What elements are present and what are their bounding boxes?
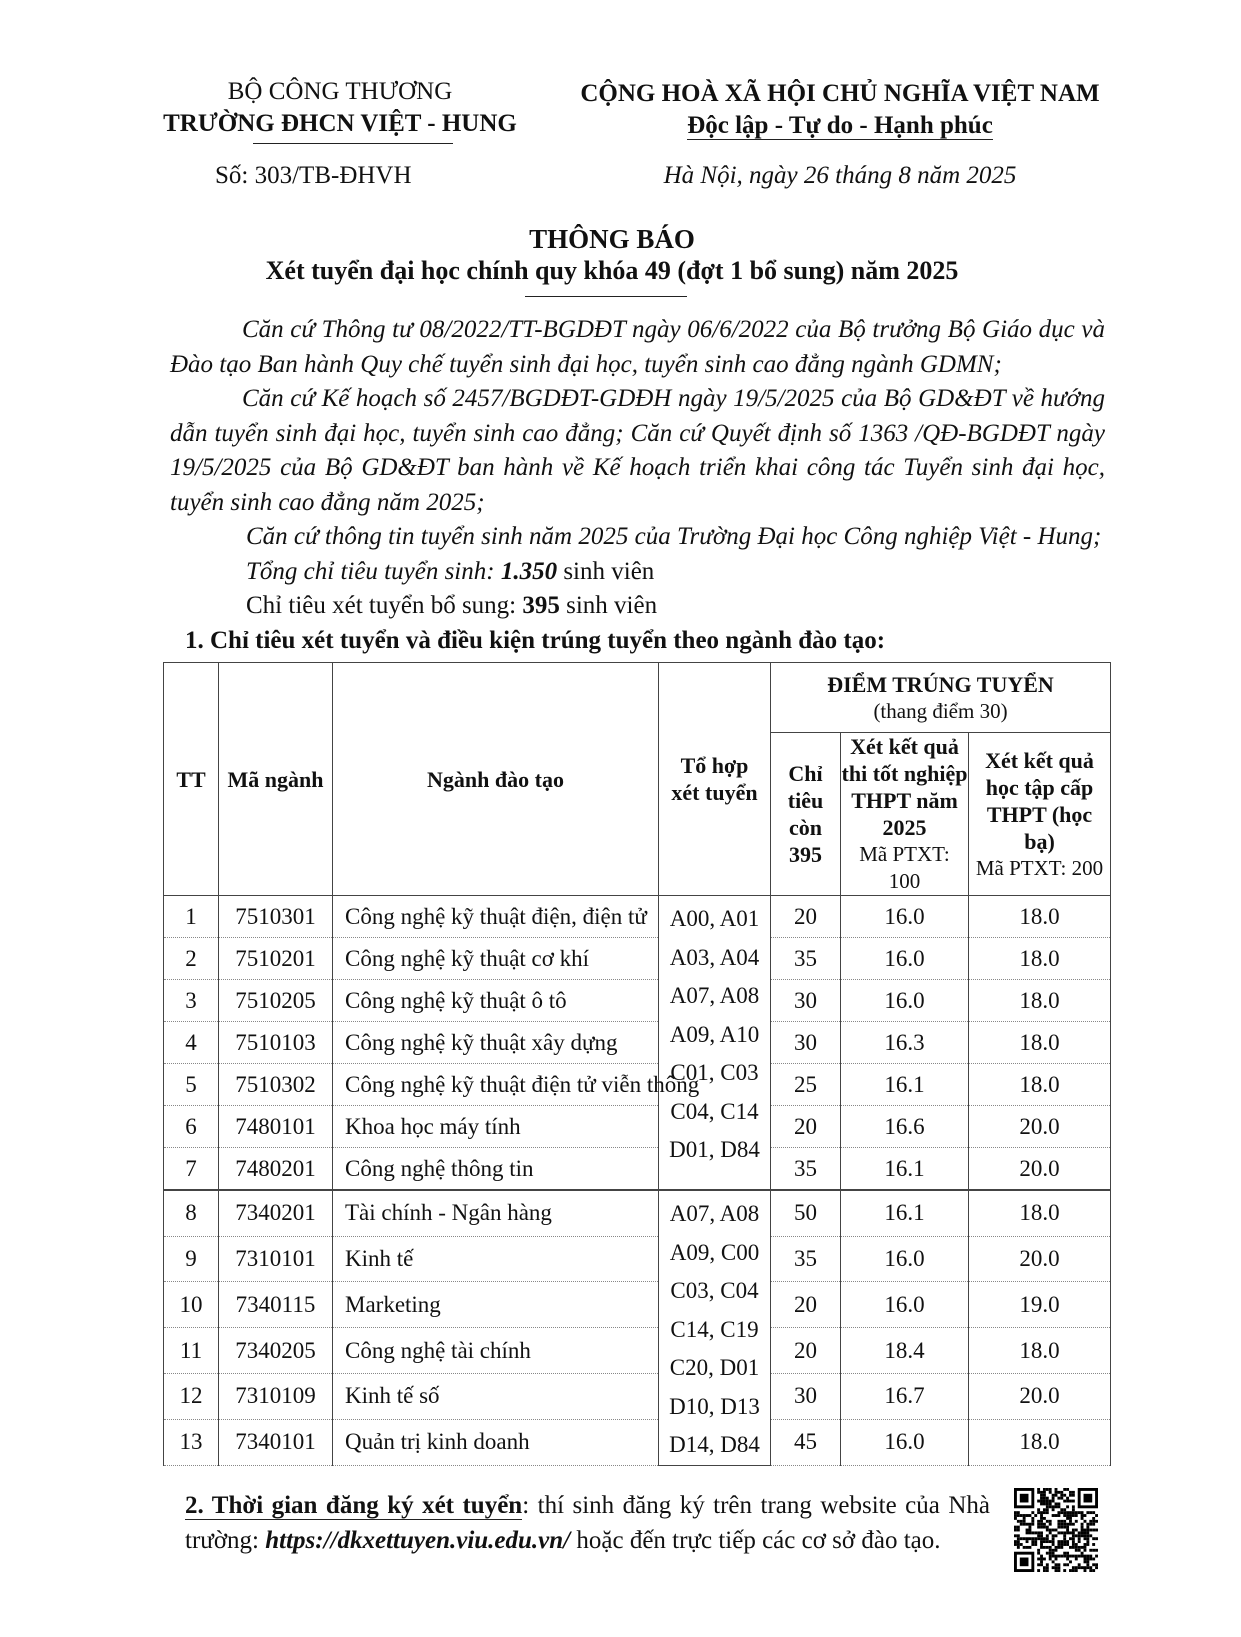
cell-major: Khoa học máy tính bbox=[333, 1106, 659, 1148]
cell-tt: 11 bbox=[164, 1328, 219, 1374]
cell-quota: 20 bbox=[771, 1328, 841, 1374]
legal-basis-3: Căn cứ thông tin tuyển sinh năm 2025 của Trường Đại học Công nghiệp Việt - Hung; bbox=[246, 523, 1102, 550]
combo-line: A07, A08 bbox=[669, 1201, 760, 1226]
cell-exam-score: 16.1 bbox=[841, 1064, 969, 1106]
cell-quota: 20 bbox=[771, 1106, 841, 1148]
table-row bbox=[164, 1064, 1111, 1106]
cell-exam-score: 16.0 bbox=[841, 1419, 969, 1465]
cell-major: Công nghệ thông tin bbox=[333, 1148, 659, 1191]
combo-line: C01, C03 bbox=[670, 1060, 759, 1085]
divider bbox=[525, 296, 687, 297]
table-row bbox=[164, 1106, 1111, 1148]
cell-tt: 7 bbox=[164, 1148, 219, 1191]
cell-transcript-score: 18.0 bbox=[969, 1022, 1111, 1064]
combo-line: A00, A01 bbox=[669, 906, 760, 931]
cell-transcript-score: 20.0 bbox=[969, 1236, 1111, 1282]
doc-title: THÔNG BÁO bbox=[529, 224, 695, 254]
table-row bbox=[164, 1282, 1111, 1328]
combo-line: D01, D84 bbox=[669, 1137, 760, 1162]
cell-tt: 1 bbox=[164, 896, 219, 938]
cell-major: Quản trị kinh doanh bbox=[333, 1419, 659, 1465]
cell-quota: 50 bbox=[771, 1190, 841, 1236]
cell-code: 7340201 bbox=[219, 1190, 333, 1236]
cell-transcript-score: 18.0 bbox=[969, 1064, 1111, 1106]
cell-code: 7310109 bbox=[219, 1373, 333, 1419]
cell-code: 7340205 bbox=[219, 1328, 333, 1374]
cell-code: 7480201 bbox=[219, 1148, 333, 1191]
table-row bbox=[164, 1148, 1111, 1191]
cell-transcript-score: 18.0 bbox=[969, 980, 1111, 1022]
cell-quota: 20 bbox=[771, 896, 841, 938]
header-score-group: ĐIỂM TRÚNG TUYỂN (thang điểm 30) bbox=[771, 663, 1111, 733]
cell-transcript-score: 18.0 bbox=[969, 1328, 1111, 1374]
divider bbox=[253, 143, 453, 144]
cell-code: 7510301 bbox=[219, 896, 333, 938]
cell-quota: 20 bbox=[771, 1282, 841, 1328]
combo-line: A09, A10 bbox=[669, 1021, 760, 1047]
legal-basis-2: Căn cứ Kế hoạch số 2457/BGDĐT-GDĐH ngày 19/5/2025 của Bộ GD&ĐT về hướng dẫn tuyển sinh đại học, tuyển sinh cao đẳng; Căn cứ Quyết định số 1363 /QĐ-BGDĐT ngày 19/5/2025 của Bộ GD&ĐT ban hành về Kế hoạch triển khai công tác Tuyển sinh đại học, tuyển sinh cao đẳng năm 2025; bbox=[170, 385, 1105, 516]
cell-code: 7510201 bbox=[219, 938, 333, 980]
country-name: CỘNG HOÀ XÃ HỘI CHỦ NGHĨA VIỆT NAM bbox=[580, 80, 1100, 107]
header-code: Mã ngành bbox=[219, 663, 333, 896]
cell-quota: 35 bbox=[771, 1148, 841, 1191]
cell-tt: 13 bbox=[164, 1419, 219, 1465]
combo-line: A09, C00 bbox=[669, 1239, 760, 1265]
cell-quota: 30 bbox=[771, 1373, 841, 1419]
cell-tt: 4 bbox=[164, 1022, 219, 1064]
header-major: Ngành đào tạo bbox=[333, 663, 659, 896]
cell-code: 7510302 bbox=[219, 1064, 333, 1106]
doc-subtitle: Xét tuyển đại học chính quy khóa 49 (đợt 1 bổ sung) năm 2025 bbox=[265, 256, 959, 285]
cell-transcript-score: 20.0 bbox=[969, 1148, 1111, 1191]
total-quota: Tổng chỉ tiêu tuyển sinh: 1.350 sinh viên bbox=[246, 557, 655, 585]
table-row bbox=[164, 938, 1111, 980]
document-number: Số: 303/TB-ĐHVH bbox=[215, 162, 412, 189]
combo-line: A07, A08 bbox=[669, 983, 760, 1008]
section-2-row bbox=[163, 1488, 1110, 1577]
cell-major: Kinh tế bbox=[333, 1236, 659, 1282]
cell-exam-score: 16.1 bbox=[841, 1148, 969, 1191]
cell-quota: 30 bbox=[771, 1022, 841, 1064]
cell-exam-score: 16.0 bbox=[841, 1282, 969, 1328]
cell-code: 7310101 bbox=[219, 1236, 333, 1282]
cell-transcript-score: 20.0 bbox=[969, 1106, 1111, 1148]
cell-tt: 3 bbox=[164, 980, 219, 1022]
document-body bbox=[163, 313, 1110, 1577]
cell-code: 7340115 bbox=[219, 1282, 333, 1328]
motto: Độc lập - Tự do - Hạnh phúc bbox=[687, 112, 993, 139]
qr-code-icon bbox=[1014, 1488, 1098, 1572]
header-tt: TT bbox=[164, 663, 219, 896]
cell-tt: 12 bbox=[164, 1373, 219, 1419]
header-transcript: Xét kết quả học tập cấp THPT (học bạ) Mã PTXT: 200 bbox=[969, 733, 1111, 896]
cell-major: Công nghệ tài chính bbox=[333, 1328, 659, 1374]
cell-quota: 25 bbox=[771, 1064, 841, 1106]
cell-tt: 5 bbox=[164, 1064, 219, 1106]
cell-combos bbox=[659, 1190, 771, 1465]
cell-transcript-score: 18.0 bbox=[969, 1190, 1111, 1236]
supplementary-quota: Chỉ tiêu xét tuyển bổ sung: 395 sinh viên bbox=[246, 592, 658, 619]
cell-combos bbox=[659, 896, 771, 1191]
section-2: 2. Thời gian đăng ký xét tuyển: thí sinh đăng ký trên trang website của Nhà trường: https://dkxettuyen.viu.edu.vn/ hoặc đến trực tiếp các cơ sở đào tạo. bbox=[185, 1491, 990, 1554]
combo-line: C20, D01 bbox=[669, 1355, 760, 1380]
cell-code: 7510103 bbox=[219, 1022, 333, 1064]
cell-transcript-score: 18.0 bbox=[969, 896, 1111, 938]
combo-line: D14, D84 bbox=[669, 1432, 760, 1457]
cell-major: Công nghệ kỹ thuật cơ khí bbox=[333, 938, 659, 980]
cell-major: Tài chính - Ngân hàng bbox=[333, 1190, 659, 1236]
cell-transcript-score: 19.0 bbox=[969, 1282, 1111, 1328]
combo-line: D10, D13 bbox=[669, 1393, 760, 1419]
document-date: Hà Nội, ngày 26 tháng 8 năm 2025 bbox=[663, 162, 1017, 189]
cell-quota: 30 bbox=[771, 980, 841, 1022]
combo-line: C14, C19 bbox=[670, 1316, 759, 1342]
header-exam: Xét kết quả thi tốt nghiệp THPT năm 2025 Mã PTXT: 100 bbox=[841, 733, 969, 896]
cell-exam-score: 16.0 bbox=[841, 938, 969, 980]
cell-exam-score: 16.0 bbox=[841, 1236, 969, 1282]
header-quota: Chỉ tiêu còn 395 bbox=[771, 733, 841, 896]
qr-code bbox=[1014, 1488, 1098, 1577]
combo-line: C04, C14 bbox=[670, 1098, 759, 1124]
cell-transcript-score: 20.0 bbox=[969, 1373, 1111, 1419]
school-name: TRƯỜNG ĐHCN VIỆT - HUNG bbox=[163, 110, 517, 137]
table-row bbox=[164, 1190, 1111, 1236]
registration-link[interactable]: https://dkxettuyen.viu.edu.vn/ bbox=[265, 1526, 571, 1554]
combo-line: C03, C04 bbox=[670, 1278, 759, 1303]
cell-quota: 35 bbox=[771, 938, 841, 980]
cell-tt: 9 bbox=[164, 1236, 219, 1282]
cell-quota: 45 bbox=[771, 1419, 841, 1465]
cell-tt: 10 bbox=[164, 1282, 219, 1328]
ministry: BỘ CÔNG THƯƠNG bbox=[227, 78, 453, 105]
section-1-heading: 1. Chỉ tiêu xét tuyển và điều kiện trúng tuyển theo ngành đào tạo: bbox=[185, 626, 886, 654]
cell-major: Công nghệ kỹ thuật xây dựng bbox=[333, 1022, 659, 1064]
cell-major: Công nghệ kỹ thuật điện, điện tử bbox=[333, 896, 659, 938]
legal-basis-1: Căn cứ Thông tư 08/2022/TT-BGDĐT ngày 06/6/2022 của Bộ trưởng Bộ Giáo dục và Đào tạo Ban hành Quy chế tuyển sinh đại học, tuyển sinh cao đẳng ngành GDMN; bbox=[170, 316, 1105, 378]
cell-major: Công nghệ kỹ thuật điện tử viễn thông bbox=[333, 1064, 659, 1106]
cell-transcript-score: 18.0 bbox=[969, 1419, 1111, 1465]
cell-code: 7480101 bbox=[219, 1106, 333, 1148]
cell-major: Công nghệ kỹ thuật ô tô bbox=[333, 980, 659, 1022]
cell-tt: 2 bbox=[164, 938, 219, 980]
cell-quota: 35 bbox=[771, 1236, 841, 1282]
header-combo: Tổ hợp xét tuyển bbox=[659, 663, 771, 896]
cell-major: Kinh tế số bbox=[333, 1373, 659, 1419]
table-row bbox=[164, 1373, 1111, 1419]
cell-exam-score: 16.3 bbox=[841, 1022, 969, 1064]
cell-transcript-score: 18.0 bbox=[969, 938, 1111, 980]
table-row bbox=[164, 1022, 1111, 1064]
cell-code: 7510205 bbox=[219, 980, 333, 1022]
cell-exam-score: 16.1 bbox=[841, 1190, 969, 1236]
cell-exam-score: 18.4 bbox=[841, 1328, 969, 1374]
cell-major: Marketing bbox=[333, 1282, 659, 1328]
combo-line: A03, A04 bbox=[669, 944, 760, 970]
admission-table bbox=[163, 662, 1111, 1466]
cell-exam-score: 16.0 bbox=[841, 980, 969, 1022]
table-row bbox=[164, 1328, 1111, 1374]
table-row bbox=[164, 1236, 1111, 1282]
cell-exam-score: 16.7 bbox=[841, 1373, 969, 1419]
cell-tt: 8 bbox=[164, 1190, 219, 1236]
table-row bbox=[164, 896, 1111, 938]
table-row bbox=[164, 980, 1111, 1022]
cell-exam-score: 16.6 bbox=[841, 1106, 969, 1148]
table-row bbox=[164, 1419, 1111, 1465]
cell-tt: 6 bbox=[164, 1106, 219, 1148]
cell-exam-score: 16.0 bbox=[841, 896, 969, 938]
cell-code: 7340101 bbox=[219, 1419, 333, 1465]
